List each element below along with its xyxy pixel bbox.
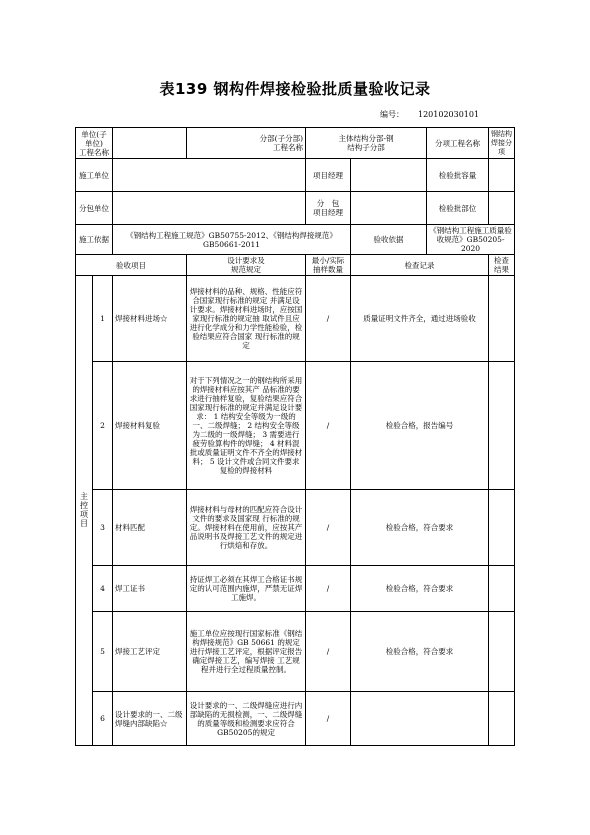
row-requirement: 焊接材料与母材的匹配应符合设计文件的要求及国家现 行标准的规定。焊接材料在使用前，应按其产品说明书及焊接工艺文件的规定进行烘焙和存放。 (187, 490, 306, 566)
row-item-name: 设计要求的一、二级焊缝内部缺陷☆ (113, 692, 187, 746)
acceptance-basis-value: 《钢结构工程施工质量验收规范》GB50205-2020 (427, 225, 515, 255)
row-number: 2 (93, 362, 113, 490)
batch-part-label: 检验批部位 (427, 192, 489, 225)
acceptance-basis-label: 验收依据 (351, 225, 427, 255)
row-result[interactable] (489, 612, 515, 692)
subcontractor-value[interactable] (113, 192, 306, 225)
subcontractor-label: 分包单位 (76, 192, 113, 225)
row-number: 3 (93, 490, 113, 566)
row-record[interactable]: 检验合格，符合要求 (351, 566, 489, 612)
table-row (76, 276, 515, 362)
batch-capacity-value[interactable] (489, 159, 515, 192)
construction-unit-value[interactable] (113, 159, 306, 192)
construction-basis-label: 施工依据 (76, 225, 113, 255)
row-item-name: 焊工证书 (113, 566, 187, 612)
row-record[interactable]: 质量证明文件齐全，通过进场验收 (351, 276, 489, 362)
subunit-name-value: 主体结构分部-钢 结构子分部 (306, 128, 427, 159)
row-requirement: 持证焊工必须在其焊工合格证书规定的认可范围内施焊，严禁无证焊工施焊。 (187, 566, 306, 612)
page-title: 表139 钢构件焊接检验批质量验收记录 (159, 80, 431, 98)
column-header-sample: 最小/实际 抽样数量 (306, 255, 351, 276)
group-label: 主控项目 (76, 276, 93, 746)
batch-part-value[interactable] (489, 192, 515, 225)
row-record[interactable]: 检验合格，符合要求 (351, 612, 489, 692)
row-record[interactable]: 检验合格，报告编号 (351, 362, 489, 490)
sub-project-manager-value[interactable] (351, 192, 427, 225)
row-result[interactable] (489, 362, 515, 490)
row-requirement: 对于下列情况之一的钢结构所采用的焊接材料应按其产 品标准的要求进行抽样复验，复验结果应符合国家现行标准的规定并满足设计要求： 1 结构安全等级为一级的一、二级焊缝； 2 结构安全等级为二级的一级焊缝； 3 需要进行疲劳验算构件的焊缝； 4 材料混批或质量证明文件不齐全的焊接材料； 5 设计文件或合同文件要求复检的焊接材料 (187, 362, 306, 490)
row-sample[interactable]: / (306, 612, 351, 692)
row-sample[interactable]: / (306, 490, 351, 566)
row-item-name: 焊接材料复验 (113, 362, 187, 490)
row-number: 5 (93, 612, 113, 692)
project-manager-value[interactable] (351, 159, 427, 192)
document-number-label: 编号： (380, 110, 404, 119)
project-manager-label: 项目经理 (306, 159, 351, 192)
subunit-name-label: 分部(子分部) 工程名称 (187, 128, 306, 159)
row-sample[interactable]: / (306, 276, 351, 362)
table-row (76, 362, 515, 490)
row-result[interactable] (489, 692, 515, 746)
table-row (76, 490, 515, 566)
row-requirement: 焊接材料的品种、规格、性能应符合国家现行标准的规定 并满足设计要求。焊接材料进场时，应按国家现行标准的规定抽 取试件且应进行化学成分和力学性能检验，检验结果应符合国家 现行标准的规定 (187, 276, 306, 362)
row-number: 6 (93, 692, 113, 746)
row-requirement: 设计要求的一、二级焊缝应进行内部缺陷的无损检测，一、二级焊缝的质量等级和检测要求应符合GB50205的规定 (187, 692, 306, 746)
row-result[interactable] (489, 276, 515, 362)
row-sample[interactable]: / (306, 362, 351, 490)
row-requirement: 施工单位应按现行国家标准《钢结构焊接规范》GB 50661 的规定进行焊接工艺评定，根据评定报告确定焊接工艺，编写焊接 工艺规程并进行全过程质量控制。 (187, 612, 306, 692)
row-item-name: 焊接工艺评定 (113, 612, 187, 692)
sub-project-manager-label: 分 包 项目经理 (306, 192, 351, 225)
column-header-result: 检查 结果 (489, 255, 515, 276)
row-record[interactable] (351, 692, 489, 746)
unit-name-value[interactable] (113, 128, 187, 159)
row-record[interactable]: 检验合格，符合要求 (351, 490, 489, 566)
document-number-value: 120102030101 (418, 110, 480, 119)
batch-capacity-label: 检验批容量 (427, 159, 489, 192)
row-number: 1 (93, 276, 113, 362)
column-header-requirement: 设计要求及 规范规定 (187, 255, 306, 276)
item-name-label: 分项工程名称 (427, 128, 489, 159)
item-name-value: 钢结构焊接分项 (489, 128, 515, 159)
row-item-name: 焊接材料进场☆ (113, 276, 187, 362)
row-sample[interactable]: / (306, 566, 351, 612)
row-result[interactable] (489, 490, 515, 566)
inspection-record-table (75, 127, 515, 746)
column-header-item: 验收项目 (76, 255, 187, 276)
row-result[interactable] (489, 566, 515, 612)
construction-unit-label: 施工单位 (76, 159, 113, 192)
document-number (380, 109, 479, 120)
unit-name-label: 单位(子单位) 工程名称 (76, 128, 113, 159)
table-row (76, 612, 515, 692)
row-item-name: 材料匹配 (113, 490, 187, 566)
row-number: 4 (93, 566, 113, 612)
table-row (76, 692, 515, 746)
construction-basis-value: 《钢结构工程施工规范》GB50755-2012、《钢结构焊接规范》GB50661-2011 (113, 225, 351, 255)
row-sample[interactable]: / (306, 692, 351, 746)
column-header-record: 检查记录 (351, 255, 489, 276)
table-row (76, 566, 515, 612)
